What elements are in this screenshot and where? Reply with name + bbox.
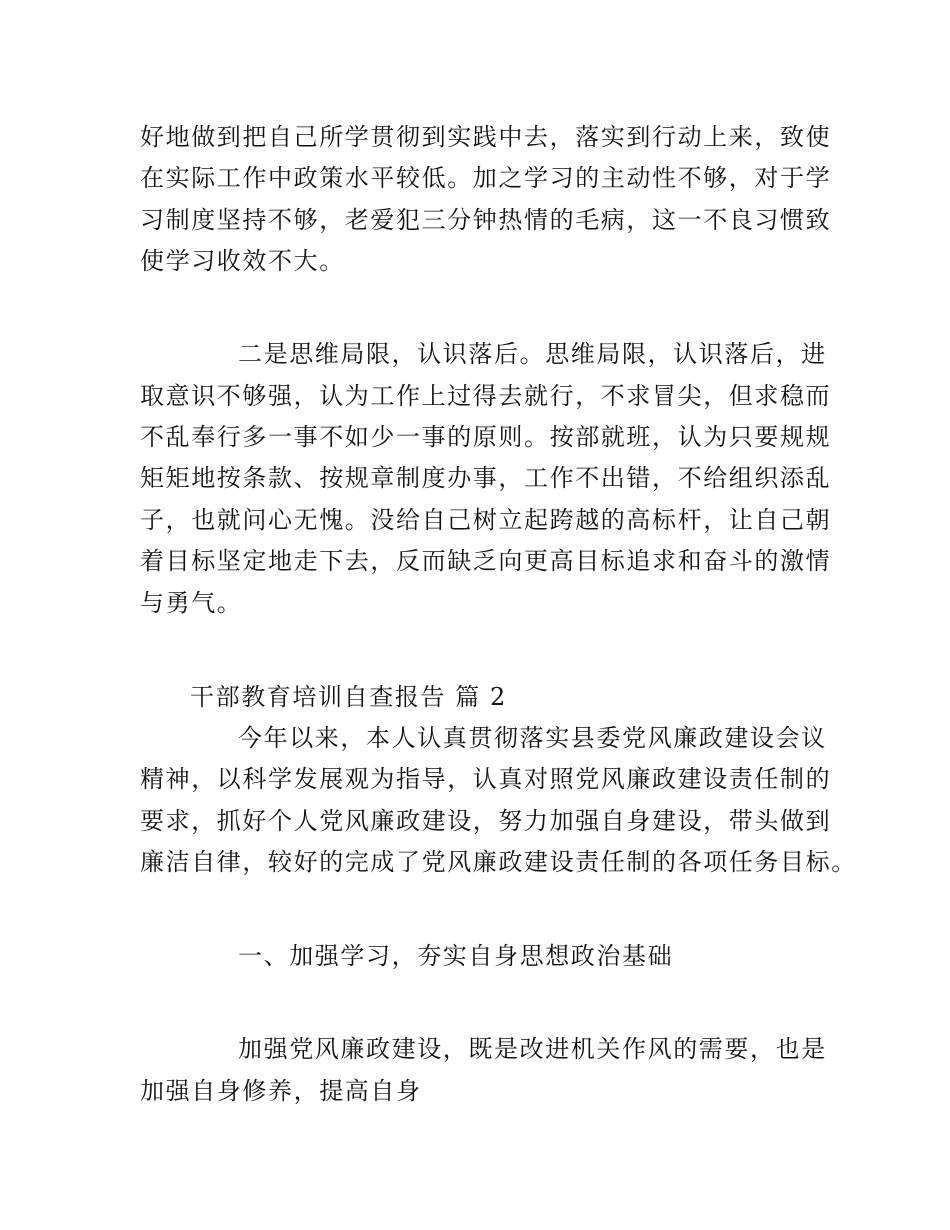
paragraph-3-line-3: 要求，抓好个人党风廉政建设，努力加强自身建设，带头做到 <box>140 807 832 835</box>
paragraph-4-line-1: 加强党风廉政建设，既是改进机关作风的需要，也是 <box>238 1035 827 1063</box>
paragraph-2-line-4: 矩矩地按条款、按规章制度办事，工作不出错，不给组织添乱 <box>140 464 832 492</box>
paragraph-4-line-2: 加强自身修养，提高自身 <box>140 1077 422 1105</box>
paragraph-2-line-3: 不乱奉行多一事不如少一事的原则。按部就班，认为只要规规 <box>140 423 832 451</box>
paragraph-1-line-4: 使学习收效不大。 <box>140 247 345 275</box>
section-title: 干部教育培训自查报告 篇 2 <box>190 683 507 711</box>
paragraph-3-line-4: 廉洁自律，较好的完成了党风廉政建设责任制的各项任务目标。 <box>140 848 857 876</box>
paragraph-1-line-1: 好地做到把自己所学贯彻到实践中去，落实到行动上来，致使 <box>140 123 832 151</box>
paragraph-2-line-6: 着目标坚定地走下去，反而缺乏向更高目标追求和奋斗的激情 <box>140 547 832 575</box>
paragraph-2-line-1: 二是思维局限，认识落后。思维局限，认识落后，进 <box>238 340 827 368</box>
paragraph-1-line-3: 习制度坚持不够，老爱犯三分钟热情的毛病，这一不良习惯致 <box>140 206 832 234</box>
paragraph-2-line-5: 子，也就问心无愧。没给自己树立起跨越的高标杆，让自己朝 <box>140 506 832 534</box>
subheading: 一、加强学习，夯实自身思想政治基础 <box>238 942 674 970</box>
paragraph-2-line-7: 与勇气。 <box>140 589 243 617</box>
paragraph-3-line-1: 今年以来，本人认真贯彻落实县委党风廉政建设会议 <box>238 724 827 752</box>
paragraph-1-line-2: 在实际工作中政策水平较低。加之学习的主动性不够，对于学 <box>140 164 832 192</box>
paragraph-2-line-2: 取意识不够强，认为工作上过得去就行，不求冒尖，但求稳而 <box>140 382 832 410</box>
paragraph-3-line-2: 精神，以科学发展观为指导，认真对照党风廉政建设责任制的 <box>140 765 832 793</box>
